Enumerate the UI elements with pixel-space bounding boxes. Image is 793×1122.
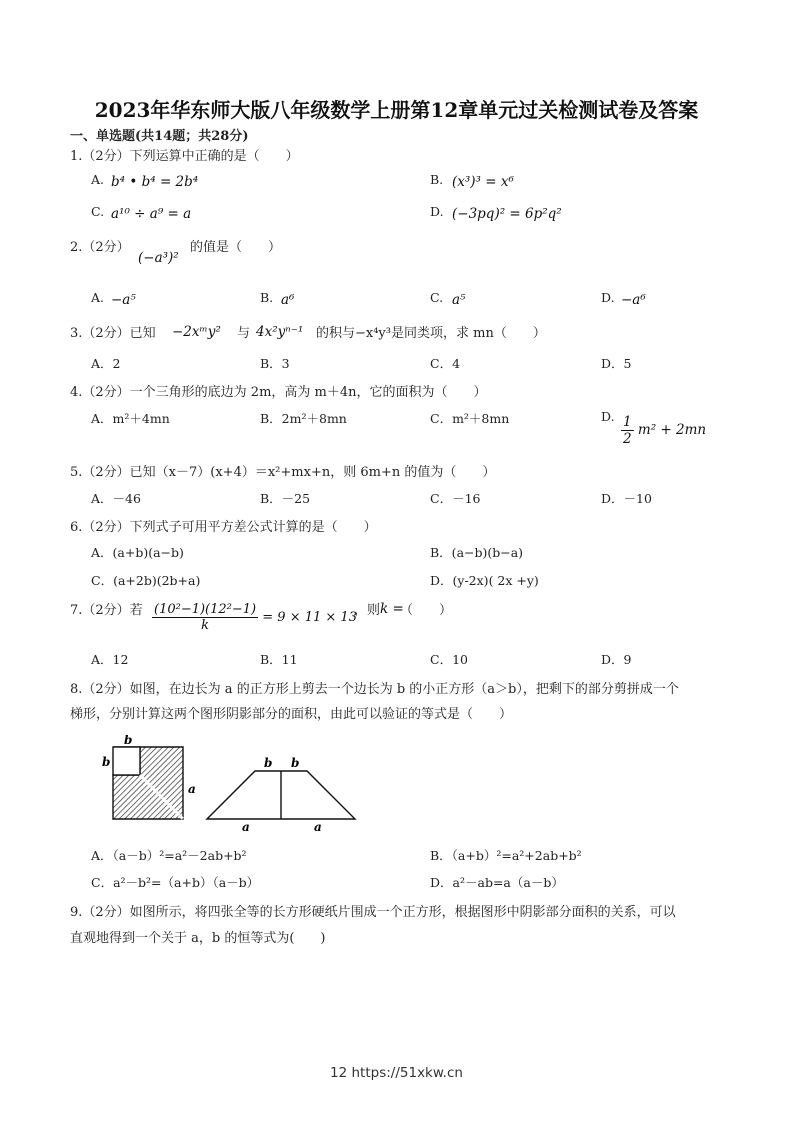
q7-option-a: A．12 <box>91 652 129 667</box>
question-3-mid: 与 <box>237 326 251 341</box>
question-1-stem: 1.（2分）下列运算中正确的是（ ） <box>70 149 299 164</box>
q3-option-a: A．2 <box>91 356 121 371</box>
q7-option-b: B．11 <box>260 652 298 667</box>
q1-option-a-label: A. <box>91 172 105 187</box>
question-3-stem: 3.（2分）已知 <box>70 326 156 341</box>
q3-expression-1: −2xᵐy² <box>172 324 221 340</box>
q2-option-a: −a⁵ <box>111 292 136 308</box>
fraction-denominator: 2 <box>623 431 632 447</box>
trapezoid-figure <box>207 771 355 819</box>
q5-option-a: A．－46 <box>91 491 141 506</box>
q1-option-c: a¹⁰ ÷ a⁹ = a <box>111 206 192 222</box>
q1-option-d-label: D. <box>430 204 444 219</box>
q1-option-c-label: C. <box>91 204 105 219</box>
q8-option-c: C．a²－b²=（a+b）（a－b） <box>91 875 260 890</box>
fraction-numerator: (10²−1)(12²−1) <box>154 602 257 617</box>
q2-option-b: a⁶ <box>281 292 295 308</box>
q4-option-b: B．2m²＋8mn <box>260 411 347 426</box>
trapezoid-label-a-right: a <box>314 820 322 834</box>
q5-option-c: C．－16 <box>430 491 481 506</box>
trapezoid-label-b-left: b <box>264 756 273 770</box>
q2-expression: (−a³)² <box>138 250 179 266</box>
label-b-left: b <box>102 755 111 769</box>
q7-k: k = <box>380 601 404 617</box>
question-2-tail: 的值是（ ） <box>190 240 282 255</box>
q4-option-d-label: D. <box>601 409 615 424</box>
q8-option-d: D．a²－ab=a（a－b） <box>430 875 564 890</box>
q8-figure <box>95 735 375 835</box>
q2-option-d: −a⁶ <box>621 292 646 308</box>
q3-option-c: C．4 <box>430 356 461 371</box>
q4-option-d-fraction <box>621 414 634 447</box>
fraction-numerator: 1 <box>623 414 632 430</box>
q6-option-a: A．(a+b)(a−b) <box>91 545 184 560</box>
square-figure <box>113 747 183 819</box>
page-title: 2023年华东师大版八年级数学上册第12章单元过关检测试卷及答案 <box>94 98 699 122</box>
trapezoid-label-b-right: b <box>291 756 300 770</box>
q4-option-d-expression: m² + 2mn <box>637 422 707 438</box>
question-4-stem: 4.（2分）一个三角形的底边为 2m，高为 m＋4n，它的面积为（ ） <box>70 385 487 400</box>
q6-option-c: C．(a+2b)(2b+a) <box>91 573 201 588</box>
label-a-right: a <box>188 782 196 796</box>
q6-option-b: B．(a−b)(b−a) <box>430 545 524 560</box>
q2-option-d-label: D. <box>601 290 615 305</box>
q4-option-a: A．m²＋4mn <box>91 411 170 426</box>
question-5-stem: 5.（2分）已知（x－7）(x+4）＝x²+mx+n，则 6m+n 的值为（ ） <box>70 465 496 480</box>
question-7-paren: （ ） <box>400 603 453 618</box>
q2-option-c: a⁵ <box>452 292 466 308</box>
q7-rhs: = 9 × 11 × 13 <box>262 610 357 625</box>
q3-option-d: D．5 <box>601 356 632 371</box>
q1-option-a: b⁴ • b⁴ = 2b⁴ <box>111 174 199 190</box>
question-7-tail: ，则 <box>354 603 381 618</box>
q2-option-c-label: C. <box>430 290 444 305</box>
q4-option-c: C．m²＋8mn <box>430 411 510 426</box>
section-heading: 一、单选题(共14题；共28分) <box>70 129 249 144</box>
q5-option-d: D．－10 <box>601 491 652 506</box>
q5-option-b: B．－25 <box>260 491 311 506</box>
q8-option-a: A．（a－b）²=a²－2ab+b² <box>91 848 247 863</box>
q7-option-c: C．10 <box>430 652 468 667</box>
question-3-tail: 的积与−x⁴y³是同类项，求 mn（ ） <box>316 326 546 341</box>
q8-option-b: B．（a+b）²=a²+2ab+b² <box>430 848 582 863</box>
question-9-stem-line1: 9.（2分）如图所示，将四张全等的长方形硬纸片围成一个正方形，根据图形中阴影部分面积的关系，可以 <box>70 905 676 920</box>
q2-option-a-label: A. <box>91 290 105 305</box>
q7-fraction <box>152 602 258 633</box>
q7-option-d: D．9 <box>601 652 632 667</box>
q3-option-b: B．3 <box>260 356 290 371</box>
fraction-denominator: k <box>201 618 209 633</box>
q2-option-b-label: B. <box>260 290 274 305</box>
question-8-stem-line1: 8.（2分）如图，在边长为 a 的正方形上剪去一个边长为 b 的小正方形（a＞b），把剩下的部分剪拼成一个 <box>70 682 679 697</box>
label-b-top: b <box>124 735 133 747</box>
q6-option-d: D．(y-2x)( 2x +y) <box>430 573 539 588</box>
q3-expression-2: 4x²yⁿ⁻¹ <box>256 324 304 340</box>
question-8-stem-line2: 梯形，分别计算这两个图形阴影部分的面积，由此可以验证的等式是（ ） <box>70 707 513 722</box>
question-6-stem: 6.（2分）下列式子可用平方差公式计算的是（ ） <box>70 520 377 535</box>
trapezoid-label-a-left: a <box>242 820 250 834</box>
question-9-stem-line2: 直观地得到一个关于 a，b 的恒等式为( ) <box>70 931 326 946</box>
q1-option-b: (x³)³ = x⁶ <box>452 174 514 190</box>
q7-equation <box>152 602 357 633</box>
q4-option-d <box>621 414 706 447</box>
question-2-stem: 2.（2分） <box>70 240 130 255</box>
q1-option-b-label: B. <box>430 172 444 187</box>
page-footer: 12 https://51xkw.cn <box>330 1065 463 1081</box>
q1-option-d: (−3pq)² = 6p²q² <box>452 206 562 222</box>
question-7-stem: 7.（2分）若 <box>70 603 143 618</box>
